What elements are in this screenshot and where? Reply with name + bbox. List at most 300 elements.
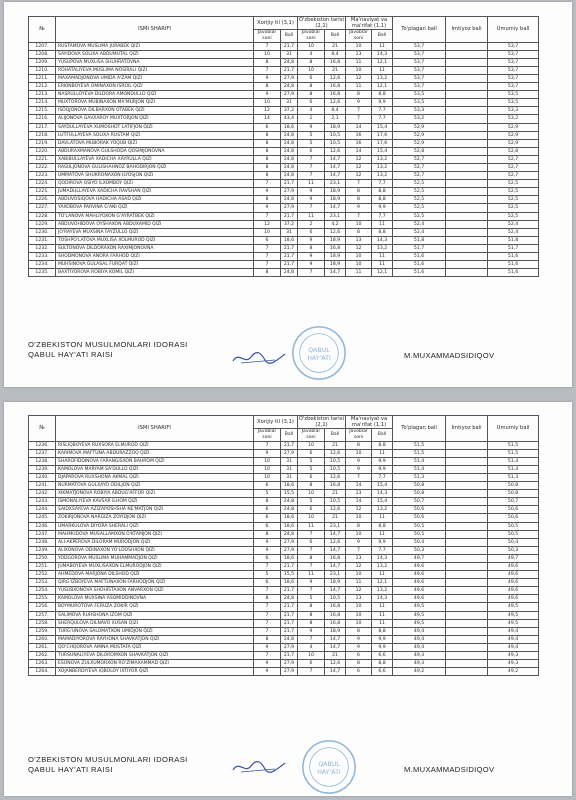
col-name-header: ISMI SHARIFI [56,17,254,43]
table-row [29,506,539,514]
history-answers-cell: 10 [298,66,325,74]
foreign-language-answers-cell: 5 [254,490,281,498]
history-answers-cell: 11 [298,212,325,220]
student-name-cell: ISOQJONOVA DILBARXON OTABEK QIZI [56,107,254,115]
table-row [29,668,539,676]
overall-score-cell: 50,6 [488,506,539,514]
history-answers-cell: 5 [298,131,325,139]
row-number-cell: 1245. [29,514,56,522]
foreign-language-answers-cell: 7 [254,652,281,660]
spirituality-answers-cell: 11 [346,579,372,587]
row-number-cell: 1240. [29,473,56,481]
handwritten-signature [229,348,289,368]
spirituality-answers-cell: 7 [346,473,372,481]
foreign-language-score-cell: 18,6 [281,482,298,490]
history-score-cell: 14,7 [325,530,346,538]
row-number-cell: 1232. [29,244,56,252]
history-answers-cell: 6 [298,74,325,82]
spirituality-answers-cell: 13 [346,50,372,58]
overall-score-cell: 51,8 [488,236,539,244]
total-score-cell: 53,7 [393,83,446,91]
privilege-score-cell [446,522,488,530]
col-number-header: № [29,416,56,442]
overall-score-cell: 51,4 [488,457,539,465]
history-score-cell: 16,8 [325,611,346,619]
spirituality-answers-cell: 12 [346,155,372,163]
foreign-language-answers-cell: 8 [254,139,281,147]
table-row [29,457,539,465]
overall-score-cell: 53,5 [488,99,539,107]
foreign-language-answers-cell: 6 [254,123,281,131]
foreign-language-answers-cell: 9 [254,91,281,99]
total-score-cell: 49,2 [393,668,446,676]
spirituality-score-cell: 17,6 [372,139,393,147]
row-number-cell: 1208. [29,50,56,58]
privilege-score-cell [446,196,488,204]
total-score-cell: 53,5 [393,99,446,107]
history-answers-cell: 7 [298,204,325,212]
history-score-cell: 18,9 [325,188,346,196]
spirituality-answers-cell: 13 [346,554,372,562]
spirituality-answers-cell: 10 [346,42,372,50]
privilege-score-cell [446,123,488,131]
foreign-language-answers-cell: 7 [254,619,281,627]
table-row [29,571,539,579]
spirituality-answers-cell: 10 [346,603,372,611]
foreign-language-answers-cell: 7 [254,244,281,252]
student-name-cell: MAHMUDOVA MUSALLAMXON O'KTAMJON QIZI [56,530,254,538]
table-row [29,546,539,554]
foreign-language-answers-cell: 9 [254,660,281,668]
total-score-cell: 49,3 [393,652,446,660]
row-number-cell: 1248. [29,538,56,546]
row-number-cell: 1234. [29,261,56,269]
student-name-cell: ROHATALIYEVA MUSLIMA NOSIRALI QIZI [56,66,254,74]
overall-score-cell: 50,4 [488,538,539,546]
table-row [29,58,539,66]
total-score-cell: 51,5 [393,441,446,449]
spirituality-answers-cell: 13 [346,595,372,603]
spirituality-score-cell: 14,3 [372,50,393,58]
spirituality-answers-cell: 7 [346,212,372,220]
overall-score-cell: 50,5 [488,522,539,530]
privilege-score-cell [446,627,488,635]
foreign-language-answers-cell: 9 [254,449,281,457]
history-score-cell: 12,6 [325,506,346,514]
spirituality-score-cell: 11 [372,449,393,457]
svg-text:QABUL: QABUL [318,761,340,769]
total-score-cell: 49,4 [393,635,446,643]
foreign-language-answers-cell: 5 [254,571,281,579]
history-score-cell: 21 [325,490,346,498]
spirituality-score-cell: 9,9 [372,99,393,107]
handwritten-signature [229,758,289,778]
student-name-cell: ALIJONOVA GAVXAROY MUXTORJON QIZI [56,115,254,123]
total-score-cell: 51,4 [393,457,446,465]
privilege-score-cell [446,660,488,668]
privilege-score-cell [446,172,488,180]
spirituality-answers-cell: 8 [346,228,372,236]
overall-score-cell: 49,3 [488,660,539,668]
spirituality-score-cell: 7,7 [372,546,393,554]
history-answers-cell: 9 [298,627,325,635]
foreign-language-answers-cell: 9 [254,74,281,82]
table-row [29,441,539,449]
overall-score-cell: 49,6 [488,595,539,603]
foreign-language-answers-cell: 7 [254,42,281,50]
table-row [29,538,539,546]
history-answers-cell: 5 [298,498,325,506]
student-name-cell: NASRULLOYEVA DILDORA AMONDULLO QIZI [56,91,254,99]
spirituality-score-cell: 12,1 [372,83,393,91]
spirituality-score-cell: 9,9 [372,538,393,546]
table-row [29,42,539,50]
history-score-cell: 16,8 [325,603,346,611]
total-score-cell: 49,5 [393,611,446,619]
total-score-cell: 51,6 [393,269,446,277]
spirituality-score-cell: 13,2 [372,74,393,82]
row-number-cell: 1250. [29,554,56,562]
foreign-language-answers-cell: 7 [254,66,281,74]
student-name-cell: MAXAMADJONOVA UMIDA A'ZAM QIZI [56,74,254,82]
row-number-cell: 1251. [29,563,56,571]
overall-score-cell: 52,8 [488,147,539,155]
student-name-cell: MAMADIYOROVA RAYHONA SHAVKATJON QIZI [56,635,254,643]
table-row [29,514,539,522]
row-number-cell: 1236. [29,441,56,449]
spirituality-score-cell: 12,1 [372,579,393,587]
score-subheader: Ball [325,30,346,42]
row-number-cell: 1257. [29,611,56,619]
history-answers-cell: 9 [298,253,325,261]
overall-score-cell: 52,5 [488,204,539,212]
overall-score-cell: 50,8 [488,482,539,490]
spirituality-answers-cell: 14 [346,498,372,506]
overall-score-cell: 49,4 [488,643,539,651]
answers-subheader: Javoblar soni [254,429,281,441]
spirituality-score-cell: 8,8 [372,196,393,204]
col-privilege-header: Imtiyoz bali [446,416,488,442]
spirituality-score-cell: 15,4 [372,498,393,506]
privilege-score-cell [446,107,488,115]
spirituality-answers-cell: 9 [346,635,372,643]
privilege-score-cell [446,115,488,123]
student-name-cell: TO'LANOVA MAHLIYOXON G'AYRATBEK QIZI [56,212,254,220]
student-name-cell: UMMATOVA SHUKRONAXON ILYOSJON QIZI [56,172,254,180]
history-score-cell: 23,1 [325,571,346,579]
total-score-cell: 53,5 [393,91,446,99]
history-answers-cell: 6 [298,449,325,457]
row-number-cell: 1226. [29,196,56,204]
col-spirituality-header: Ma'naviyat va ma'rifat (1,1) [346,17,393,30]
foreign-language-score-cell: 21,7 [281,253,298,261]
foreign-language-answers-cell: 7 [254,611,281,619]
foreign-language-score-cell: 24,8 [281,498,298,506]
privilege-score-cell [446,441,488,449]
history-answers-cell: 7 [298,635,325,643]
foreign-language-score-cell: 18,6 [281,123,298,131]
total-score-cell: 52,5 [393,196,446,204]
result-sheet-2 [4,402,572,796]
history-score-cell: 21 [325,514,346,522]
history-answers-cell: 6 [298,506,325,514]
history-score-cell: 8,4 [325,107,346,115]
spirituality-score-cell: 11 [372,42,393,50]
row-number-cell: 1258. [29,619,56,627]
history-answers-cell: 4 [298,50,325,58]
student-name-cell: SAYIDOVA SOLIXA ABDUMUTAL QIZI [56,50,254,58]
row-number-cell: 1259. [29,627,56,635]
col-history-header: O'zbekiston tarixi (2,1) [298,416,345,429]
committee-chair-title: QABUL HAY'ATI RAISI [28,349,113,359]
row-number-cell: 1219. [29,139,56,147]
table-row [29,253,539,261]
total-score-cell: 53,7 [393,50,446,58]
history-score-cell: 14,7 [325,668,346,676]
col-total-header: To'plagan ball [393,17,446,43]
foreign-language-score-cell: 24,8 [281,595,298,603]
student-name-cell: ESONOVA ZULXUMORXON RO'ZIMAXAMMAD QIZI [56,660,254,668]
student-name-cell: KARIMOVA MAFTUNA ABDURAZZOQ QIZI [56,449,254,457]
row-number-cell: 1239. [29,465,56,473]
privilege-score-cell [446,595,488,603]
total-score-cell: 50,4 [393,538,446,546]
student-name-cell: RISLIQBOYEVA RUXSORA ELMUROD QIZI [56,441,254,449]
student-name-cell: BAXTIYOROVA ROBIYA KOMIL QIZI [56,269,254,277]
privilege-score-cell [446,563,488,571]
spirituality-score-cell: 14,3 [372,554,393,562]
spirituality-score-cell: 9,9 [372,457,393,465]
student-name-cell: AHMEDOVA MARJONA DILSHOD QIZI [56,571,254,579]
table-row [29,66,539,74]
foreign-language-score-cell: 21,7 [281,652,298,660]
row-number-cell: 1260. [29,635,56,643]
foreign-language-score-cell: 31 [281,457,298,465]
total-score-cell: 52,5 [393,188,446,196]
foreign-language-answers-cell: 7 [254,212,281,220]
overall-score-cell: 52,5 [488,180,539,188]
history-answers-cell: 5 [298,595,325,603]
spirituality-score-cell: 11 [372,530,393,538]
spirituality-score-cell: 9,9 [372,643,393,651]
overall-score-cell: 53,7 [488,83,539,91]
spirituality-score-cell: 13,2 [372,587,393,595]
history-score-cell: 14,7 [325,204,346,212]
history-score-cell: 18,9 [325,579,346,587]
spirituality-answers-cell: 7 [346,546,372,554]
spirituality-score-cell: 8,8 [372,441,393,449]
total-score-cell: 52,5 [393,180,446,188]
privilege-score-cell [446,546,488,554]
row-number-cell: 1255. [29,595,56,603]
total-score-cell: 51,3 [393,473,446,481]
table-row [29,635,539,643]
history-answers-cell: 8 [298,611,325,619]
history-answers-cell: 8 [298,619,325,627]
history-score-cell: 14,7 [325,155,346,163]
spirituality-answers-cell: 10 [346,611,372,619]
spirituality-score-cell: 11 [372,220,393,228]
foreign-language-score-cell: 21,7 [281,261,298,269]
table-row [29,530,539,538]
history-score-cell: 16,8 [325,244,346,252]
overall-score-cell: 50,8 [488,490,539,498]
history-score-cell: 10,5 [325,457,346,465]
total-score-cell: 49,3 [393,660,446,668]
history-answers-cell: 8 [298,91,325,99]
privilege-score-cell [446,611,488,619]
foreign-language-answers-cell: 8 [254,147,281,155]
table-row [29,619,539,627]
foreign-language-answers-cell: 10 [254,228,281,236]
history-score-cell: 10,5 [325,139,346,147]
spirituality-answers-cell: 14 [346,123,372,131]
spirituality-answers-cell: 8 [346,627,372,635]
spirituality-score-cell: 11 [372,514,393,522]
overall-score-cell: 51,5 [488,449,539,457]
foreign-language-score-cell: 43,4 [281,115,298,123]
privilege-score-cell [446,188,488,196]
foreign-language-score-cell: 21,7 [281,66,298,74]
table-row [29,490,539,498]
overall-score-cell: 53,2 [488,115,539,123]
privilege-score-cell [446,155,488,163]
foreign-language-answers-cell: 6 [254,506,281,514]
foreign-language-score-cell: 21,7 [281,587,298,595]
row-number-cell: 1224. [29,180,56,188]
privilege-score-cell [446,538,488,546]
row-number-cell: 1217. [29,123,56,131]
history-score-cell: 18,9 [325,253,346,261]
history-answers-cell: 7 [298,269,325,277]
svg-text:QABUL: QABUL [308,347,330,355]
foreign-language-score-cell: 27,9 [281,546,298,554]
total-score-cell: 52,4 [393,220,446,228]
organization-block [28,755,188,774]
row-number-cell: 1210. [29,66,56,74]
spirituality-answers-cell: 9 [346,204,372,212]
spirituality-answers-cell: 7 [346,115,372,123]
history-score-cell: 12,6 [325,449,346,457]
overall-score-cell: 52,5 [488,212,539,220]
history-score-cell: 10,5 [325,498,346,506]
spirituality-answers-cell: 11 [346,58,372,66]
total-score-cell: 49,6 [393,595,446,603]
foreign-language-answers-cell: 8 [254,196,281,204]
spirituality-answers-cell: 14 [346,482,372,490]
foreign-language-score-cell: 18,6 [281,522,298,530]
table-row [29,473,539,481]
student-name-cell: KAMOLOVA MUXSINA ASOMIDDINOVNA [56,595,254,603]
history-score-cell: 14,7 [325,172,346,180]
foreign-language-score-cell: 24,8 [281,196,298,204]
foreign-language-score-cell: 27,9 [281,204,298,212]
history-score-cell: 18,9 [325,196,346,204]
history-score-cell: 14,7 [325,546,346,554]
foreign-language-score-cell: 21,7 [281,619,298,627]
foreign-language-score-cell: 24,8 [281,155,298,163]
foreign-language-answers-cell: 9 [254,546,281,554]
total-score-cell: 52,5 [393,204,446,212]
student-name-cell: MUXTOROVA MUBINAXON MA'MURJON QIZI [56,99,254,107]
col-total-header: To'plagan ball [393,416,446,442]
total-score-cell: 49,5 [393,603,446,611]
col-number-header: № [29,17,56,43]
spirituality-answers-cell: 8 [346,196,372,204]
foreign-language-answers-cell: 6 [254,236,281,244]
overall-score-cell: 49,5 [488,619,539,627]
table-row [29,220,539,228]
foreign-language-score-cell: 27,9 [281,449,298,457]
total-score-cell: 50,6 [393,506,446,514]
total-score-cell: 50,6 [393,514,446,522]
privilege-score-cell [446,498,488,506]
spirituality-score-cell: 14,3 [372,490,393,498]
spirituality-score-cell: 15,4 [372,482,393,490]
total-score-cell: 52,9 [393,131,446,139]
foreign-language-score-cell: 21,7 [281,563,298,571]
privilege-score-cell [446,579,488,587]
history-score-cell: 23,1 [325,212,346,220]
history-answers-cell: 7 [298,164,325,172]
foreign-language-answers-cell: 10 [254,99,281,107]
total-score-cell: 52,9 [393,139,446,147]
table-row [29,643,539,651]
answers-subheader: Javoblar soni [254,30,281,42]
student-name-cell: JUMABOYEVA MUXLISAXON ELMURODJON QIZI [56,563,254,571]
spirituality-answers-cell: 9 [346,465,372,473]
col-overall-header: Umumiy ball [488,416,539,442]
total-score-cell: 53,7 [393,58,446,66]
privilege-score-cell [446,668,488,676]
privilege-score-cell [446,212,488,220]
answers-subheader: Javoblar soni [298,429,325,441]
total-score-cell: 53,7 [393,66,446,74]
row-number-cell: 1254. [29,587,56,595]
spirituality-score-cell: 8,8 [372,228,393,236]
spirituality-answers-cell: 8 [346,441,372,449]
spirituality-answers-cell: 10 [346,220,372,228]
row-number-cell: 1241. [29,482,56,490]
spirituality-answers-cell: 10 [346,514,372,522]
row-number-cell: 1264. [29,668,56,676]
spirituality-answers-cell: 13 [346,490,372,498]
spirituality-answers-cell: 10 [346,530,372,538]
privilege-score-cell [446,228,488,236]
spirituality-answers-cell: 10 [346,253,372,261]
student-name-cell: XABIBULLAYEVA XADICHA XAYRULLA QIZI [56,155,254,163]
row-number-cell: 1249. [29,546,56,554]
row-number-cell: 1213. [29,91,56,99]
spirituality-answers-cell: 12 [346,563,372,571]
history-score-cell: 14,7 [325,587,346,595]
student-name-cell: JO'RAYEVA MUXSINA FAYZULLO QIZI [56,228,254,236]
history-score-cell: 14,7 [325,164,346,172]
foreign-language-score-cell: 27,9 [281,538,298,546]
overall-score-cell: 52,9 [488,123,539,131]
foreign-language-score-cell: 31 [281,228,298,236]
privilege-score-cell [446,506,488,514]
privilege-score-cell [446,180,488,188]
col-overall-header: Umumiy ball [488,17,539,43]
table-row [29,155,539,163]
answers-subheader: Javoblar soni [346,429,372,441]
seal-stamp [290,324,348,382]
overall-score-cell: 52,4 [488,220,539,228]
privilege-score-cell [446,74,488,82]
overall-score-cell: 51,4 [488,465,539,473]
history-answers-cell: 6 [298,147,325,155]
